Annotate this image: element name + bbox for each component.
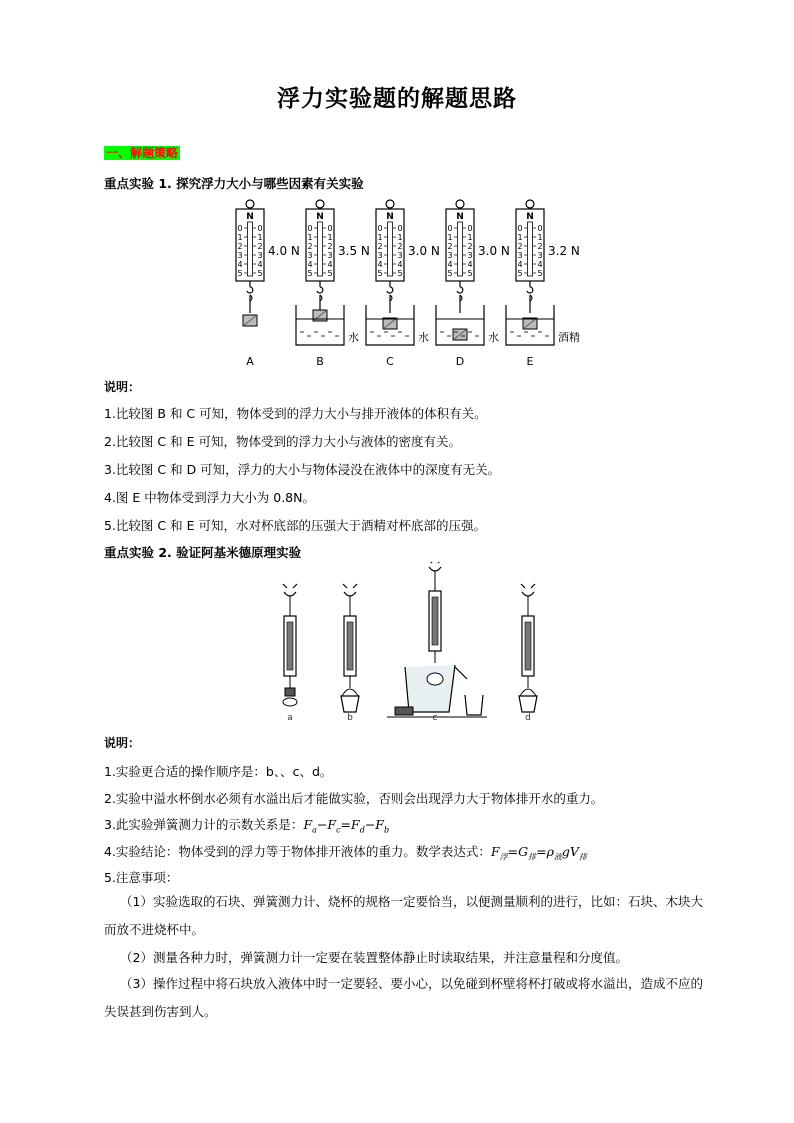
tick-label-left: 4: [307, 260, 313, 269]
section-heading: 一、解题策略: [106, 146, 179, 160]
spring-scale-B: [296, 200, 370, 368]
tick-label-right: 4: [467, 260, 473, 269]
tick-label-right: 4: [257, 260, 263, 269]
tick-label-left: 1: [447, 233, 453, 242]
hook-ring: [316, 200, 324, 208]
scale-slot: [528, 222, 533, 276]
scale-slot: [248, 222, 253, 276]
tick-label-right: 5: [537, 269, 543, 278]
panel-label: E: [526, 355, 534, 368]
tick-label-left: 4: [447, 260, 453, 269]
panel-label: B: [316, 355, 324, 368]
tick-label-right: 2: [467, 242, 473, 251]
note-1: 1.比较图 B 和 C 可知，物体受到的浮力大小与排开液体的体积有关。: [104, 406, 487, 421]
panel-label: C: [386, 355, 394, 368]
tick-label-left: 5: [517, 269, 523, 278]
tick-label-right: 5: [257, 269, 263, 278]
hook-ring: [386, 200, 394, 208]
tick-label-right: 2: [257, 242, 263, 251]
panel-label: D: [455, 355, 465, 368]
tick-label-right: 3: [467, 251, 473, 260]
experiment1-figure: [220, 195, 600, 370]
tick-label-right: 0: [257, 224, 263, 233]
scale-unit: N: [386, 212, 394, 222]
reading-label: 3.0 N: [408, 244, 440, 258]
tick-label-right: 4: [327, 260, 333, 269]
tick-label-right: 5: [327, 269, 333, 278]
weight: [285, 688, 295, 696]
small-bucket: [519, 696, 537, 712]
tick-label-left: 0: [447, 224, 453, 233]
panel-label: a: [287, 713, 293, 723]
tick-label-left: 5: [237, 269, 243, 278]
tick-label-right: 2: [397, 242, 403, 251]
tick-label-right: 3: [397, 251, 403, 260]
tick-label-left: 3: [307, 251, 313, 260]
tick-label-right: 1: [397, 233, 403, 242]
tick-label-right: 0: [537, 224, 543, 233]
spring-scale-C: [366, 200, 440, 368]
note-2: 2.比较图 C 和 E 可知，物体受到的浮力大小与液体的密度有关。: [104, 434, 461, 449]
hook-ring: [456, 200, 464, 208]
panel-label: c: [432, 713, 438, 723]
tick-label-right: 0: [467, 224, 473, 233]
reading-label: 3.2 N: [548, 244, 580, 258]
tick-label-left: 5: [377, 269, 383, 278]
hand: [283, 584, 297, 596]
tick-label-left: 3: [377, 251, 383, 260]
notes-label-1: 说明：: [104, 380, 141, 394]
notes-label-2: 说明：: [104, 736, 141, 750]
tick-label-left: 1: [237, 233, 243, 242]
tick-label-right: 2: [327, 242, 333, 251]
scale-unit: N: [246, 212, 254, 222]
note2-1: 1.实验更合适的操作顺序是：b、、c、d。: [104, 764, 333, 779]
setup-c: [387, 562, 487, 723]
tick-label-left: 3: [517, 251, 523, 260]
tick-label-right: 1: [537, 233, 543, 242]
formula-spring-readings: $F_a-F_c=F_d-F_b$: [303, 817, 390, 835]
scale-slot: [347, 622, 353, 670]
liquid-label: 水: [348, 331, 359, 344]
spring-scale-E: [506, 200, 580, 368]
hand: [343, 584, 357, 596]
hook-ring: [526, 200, 534, 208]
hook-ring: [246, 200, 254, 208]
panel-label: A: [246, 355, 254, 368]
caution-1: （1）实验选取的石块、弹簧测力计、烧杯的规格一定要恰当，以便测量顺利的进行，比如：石块、木块大而放不进烧杯中。: [104, 894, 703, 937]
tick-label-left: 4: [377, 260, 383, 269]
note-3: 3.比较图 C 和 D 可知，浮力的大小与物体浸没在液体中的深度有无关。: [104, 462, 501, 477]
caution-2: （2）测量各种力时，弹簧测力计一定要在装置整体静止时读取结果，并注意量程和分度值。: [120, 950, 628, 965]
experiment1-heading: 重点实验 1. 探究浮力大小与哪些因素有关实验: [104, 176, 364, 191]
stone: [283, 698, 297, 706]
tick-label-right: 5: [397, 269, 403, 278]
reading-label: 4.0 N: [268, 244, 300, 258]
tick-label-left: 4: [517, 260, 523, 269]
experiment2-figure: [260, 562, 560, 727]
tick-label-right: 4: [537, 260, 543, 269]
bucket-handle: [342, 689, 358, 696]
scale-unit: N: [316, 212, 324, 222]
scale-slot: [318, 222, 323, 276]
tick-label-left: 3: [447, 251, 453, 260]
spout: [455, 667, 467, 679]
tick-label-left: 0: [517, 224, 523, 233]
tick-label-right: 1: [467, 233, 473, 242]
tick-label-left: 2: [377, 242, 383, 251]
tick-label-left: 0: [377, 224, 383, 233]
note2-5: 5.注意事项：: [104, 870, 179, 885]
tick-label-left: 5: [307, 269, 313, 278]
formula-archimedes: $F_浮=G_排=\rho_液gV_排$: [490, 844, 587, 862]
panel-label: d: [525, 713, 531, 723]
tick-label-left: 1: [307, 233, 313, 242]
tick-label-left: 0: [307, 224, 313, 233]
liquid-label: 水: [488, 331, 499, 344]
setup-a: [283, 584, 297, 723]
tick-label-right: 1: [327, 233, 333, 242]
tick-label-right: 1: [257, 233, 263, 242]
note-5: 5.比较图 C 和 E 可知，水对杯底部的压强大于酒精对杯底部的压强。: [104, 518, 486, 533]
tick-label-right: 5: [467, 269, 473, 278]
note2-4: 4.实验结论：物体受到的浮力等于物体排开液体的重力。数学表达式：$F_浮=G_排=\rho_液gV_排$: [104, 844, 587, 862]
setup-b: [341, 584, 359, 723]
scale-slot: [458, 222, 463, 276]
tick-label-right: 3: [537, 251, 543, 260]
tick-label-right: 0: [397, 224, 403, 233]
hand: [428, 562, 442, 571]
spring-scale-A: [236, 200, 300, 368]
tick-label-right: 4: [397, 260, 403, 269]
tick-label-left: 4: [237, 260, 243, 269]
overflow-cup: [405, 665, 455, 712]
liquid-label: 酒精: [558, 331, 580, 344]
tick-label-right: 3: [257, 251, 263, 260]
scale-slot: [287, 622, 293, 670]
tick-label-left: 2: [517, 242, 523, 251]
tick-label-left: 5: [447, 269, 453, 278]
tick-label-left: 3: [237, 251, 243, 260]
page-title: 浮力实验题的解题思路: [277, 85, 517, 112]
note2-2: 2.实验中溢水杯倒水必须有水溢出后才能做实验，否则会出现浮力大于物体排开水的重力。: [104, 791, 604, 806]
receiving-beaker: [465, 695, 483, 715]
reading-label: 3.5 N: [338, 244, 370, 258]
experiment2-heading: 重点实验 2. 验证阿基米德原理实验: [104, 545, 302, 560]
tick-label-left: 2: [237, 242, 243, 251]
tick-label-left: 1: [377, 233, 383, 242]
stone: [427, 673, 443, 685]
tick-label-left: 1: [517, 233, 523, 242]
scale-slot: [525, 622, 531, 670]
small-bucket: [341, 696, 359, 712]
note2-3: 3.此实验弹簧测力计的示数关系是：$F_a-F_c=F_d-F_b$: [104, 817, 390, 835]
scale-unit: N: [456, 212, 464, 222]
caution-3: （3）操作过程中将石块放入液体中时一定要轻、要小心，以免碰到杯壁将杯打破或将水溢出，造成不应的失误甚到伤害到人。: [104, 976, 703, 1019]
setup-d: [519, 584, 537, 723]
wedge-block: [395, 707, 413, 715]
spring-scale-D: [436, 200, 510, 368]
scale-slot: [432, 597, 438, 645]
tick-label-left: 0: [237, 224, 243, 233]
tick-label-right: 2: [537, 242, 543, 251]
tick-label-right: 0: [327, 224, 333, 233]
note-4: 4.图 E 中物体受到浮力大小为 0.8N。: [104, 490, 315, 505]
bucket-handle: [520, 689, 536, 696]
tick-label-right: 3: [327, 251, 333, 260]
liquid-label: 水: [418, 331, 429, 344]
tick-label-left: 2: [307, 242, 313, 251]
scale-slot: [388, 222, 393, 276]
reading-label: 3.0 N: [478, 244, 510, 258]
panel-label: b: [347, 713, 353, 723]
hand: [521, 584, 535, 596]
scale-unit: N: [526, 212, 534, 222]
tick-label-left: 2: [447, 242, 453, 251]
